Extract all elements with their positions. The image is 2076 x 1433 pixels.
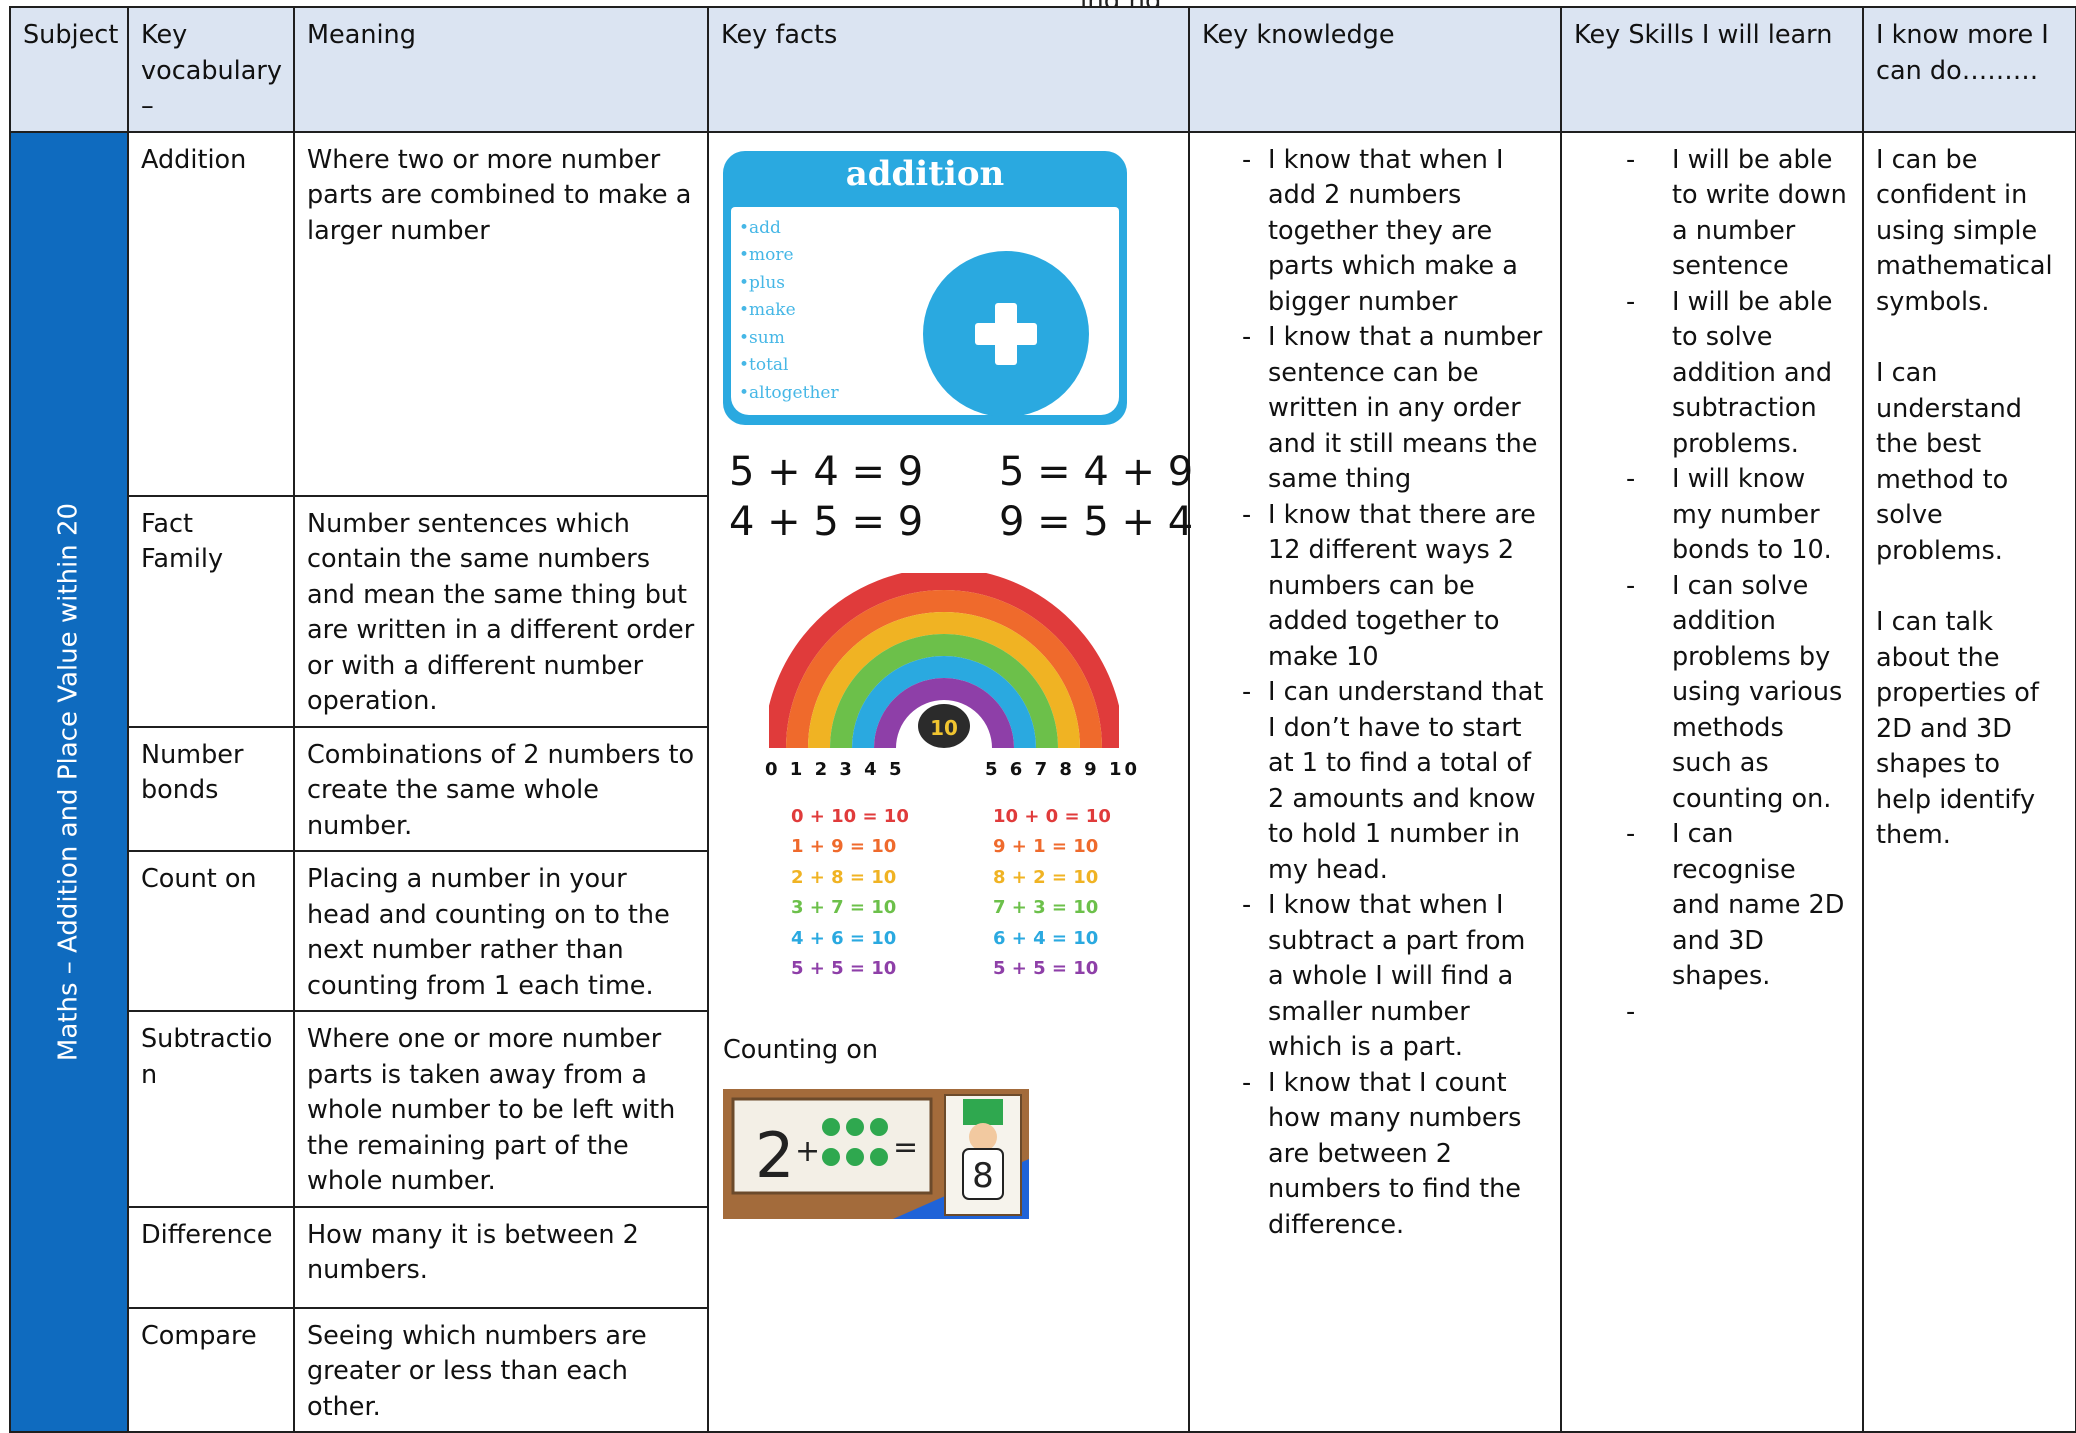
vocab-meaning: How many it is between 2 numbers. (294, 1207, 708, 1308)
addition-word: •altogether (739, 382, 839, 403)
equation: 4 + 5 = 9 (729, 498, 924, 545)
list-item: - I will be able to solve addition and subtraction problems. (1574, 285, 1850, 463)
vocab-term: Count on (128, 851, 294, 1011)
number-bond: 10 + 0 = 10 (993, 805, 1111, 827)
vocab-meaning: Placing a number in your head and counting on to the next number rather than counting from 1 each time. (294, 851, 708, 1011)
list-item: - I know that a number sentence can be written in any order and it still means the same thing (1202, 320, 1548, 498)
vocab-meaning: Where one or more number parts is taken away from a whole number to be left with the remaining part of the whole number. (294, 1011, 708, 1207)
list-item: - I know that there are 12 different ways 2 numbers can be added together to make 10 (1202, 498, 1548, 676)
equation: 5 + 4 = 9 (729, 448, 924, 495)
key-knowledge-cell (1189, 132, 1561, 1433)
number-bond: 0 + 10 = 10 (791, 805, 909, 827)
know-more-cell (1863, 132, 2076, 1433)
number-bond: 8 + 2 = 10 (993, 866, 1099, 888)
list-item: - I will be able to write down a number sentence (1574, 143, 1850, 285)
vocab-term: Compare (128, 1308, 294, 1433)
leprechaun-hat-icon (963, 1099, 1003, 1125)
counting-caption: Counting on (723, 1034, 879, 1065)
plus-icon (923, 251, 1089, 417)
header-key-vocabulary: Key vocabulary – (128, 7, 294, 132)
addition-word: •total (739, 355, 789, 375)
addition-word: •sum (739, 327, 785, 348)
header-key-facts: Key facts (708, 7, 1189, 132)
vocab-term: Difference (128, 1207, 294, 1308)
subject-title: Maths – Addition and Place Value within 20 (53, 502, 84, 1061)
vocab-meaning: Where two or more number parts are combined to make a larger number (294, 132, 708, 496)
number-bonds-left (791, 802, 909, 985)
photo-equals: = (893, 1129, 919, 1165)
photo-card-number: 8 (972, 1155, 994, 1196)
number-bonds-right (993, 802, 1111, 985)
equation: 9 = 5 + 4 (999, 498, 1194, 545)
leprechaun-face-icon (969, 1123, 997, 1151)
key-skills-cell (1561, 132, 1863, 1433)
vocab-meaning: Number sentences which contain the same numbers and mean the same thing but are written in a different order or with a different number operation. (294, 496, 708, 727)
number-bond: 4 + 6 = 10 (791, 927, 897, 949)
number-bond: 5 + 5 = 10 (993, 958, 1099, 979)
number-line-right: 5 6 7 8 9 10 (985, 758, 1141, 780)
number-bond: 3 + 7 = 10 (791, 897, 897, 918)
key-facts-pictures (709, 133, 1194, 1432)
vocab-term: Number bonds (128, 727, 294, 852)
addition-word: •make (739, 300, 796, 320)
number-line-left: 0 1 2 3 4 5 (765, 758, 905, 780)
header-key-skills: Key Skills I will learn (1561, 7, 1863, 132)
subject-cell (10, 132, 128, 1433)
number-bond: 9 + 1 = 10 (993, 836, 1099, 857)
list-item: - I can recognise and name 2D and 3D shapes. (1574, 817, 1850, 995)
rainbow-illustration (769, 573, 1119, 753)
header-row (10, 7, 2076, 132)
list-item: - I know that I count how many numbers are between 2 numbers to find the difference. (1202, 1066, 1548, 1244)
list-item: - I can solve addition problems by using various methods such as counting on. (1574, 569, 1850, 818)
number-bond: 2 + 8 = 10 (791, 866, 897, 888)
list-item: - I can understand that I don’t have to start at 1 to find a total of 2 amounts and know to hold 1 number in my head. (1202, 675, 1548, 888)
addition-word: •more (739, 245, 794, 265)
addition-word-list (739, 215, 839, 408)
vocab-term: Addition (128, 132, 294, 496)
addition-word-card (723, 151, 1127, 425)
vocab-term: Fact Family (128, 496, 294, 727)
pot-label: 10 (930, 715, 958, 740)
number-bond: 5 + 5 = 10 (791, 958, 897, 979)
key-facts-cell (708, 132, 1194, 1433)
know-more-item: I can understand the best method to solve problems. (1876, 358, 2022, 566)
addition-card-title: addition (845, 153, 1005, 194)
know-more-item: I can be confident in using simple mathematical symbols. (1876, 144, 2053, 317)
addition-word: •plus (739, 272, 786, 293)
list-item (1574, 995, 1850, 1031)
equation: 5 = 4 + 9 (999, 448, 1194, 495)
header-meaning: Meaning (294, 7, 708, 132)
number-bond: 7 + 3 = 10 (993, 897, 1099, 918)
vocab-term: Subtractio n (128, 1011, 294, 1207)
list-item: - I know that when I subtract a part from a whole I will find a smaller number which is a part. (1202, 888, 1548, 1066)
header-subject: Subject (10, 7, 128, 132)
list-item: - I know that when I add 2 numbers together they are parts which make a bigger number (1202, 143, 1548, 321)
table-row (10, 132, 2076, 496)
header-know-more: I know more I can do……… (1863, 7, 2076, 132)
know-more-item: I can talk about the properties of 2D and 3D shapes to help identify them. (1876, 607, 2039, 850)
knowledge-organiser-table (9, 6, 2076, 1433)
number-bond: 1 + 9 = 10 (791, 836, 897, 857)
number-bond: 6 + 4 = 10 (993, 927, 1099, 949)
vocab-meaning: Seeing which numbers are greater or less than each other. (294, 1308, 708, 1433)
list-item: - I will know my number bonds to 10. (1574, 462, 1850, 569)
header-key-knowledge: Key knowledge (1189, 7, 1561, 132)
key-skills-list (1574, 143, 1850, 1031)
counting-on-photo (723, 1089, 1029, 1219)
key-knowledge-list (1202, 143, 1548, 1244)
vocab-meaning: Combinations of 2 numbers to create the same whole number. (294, 727, 708, 852)
addition-word: •add (739, 217, 781, 238)
photo-left-number: 2 (755, 1118, 795, 1192)
photo-plus: + (795, 1133, 821, 1169)
